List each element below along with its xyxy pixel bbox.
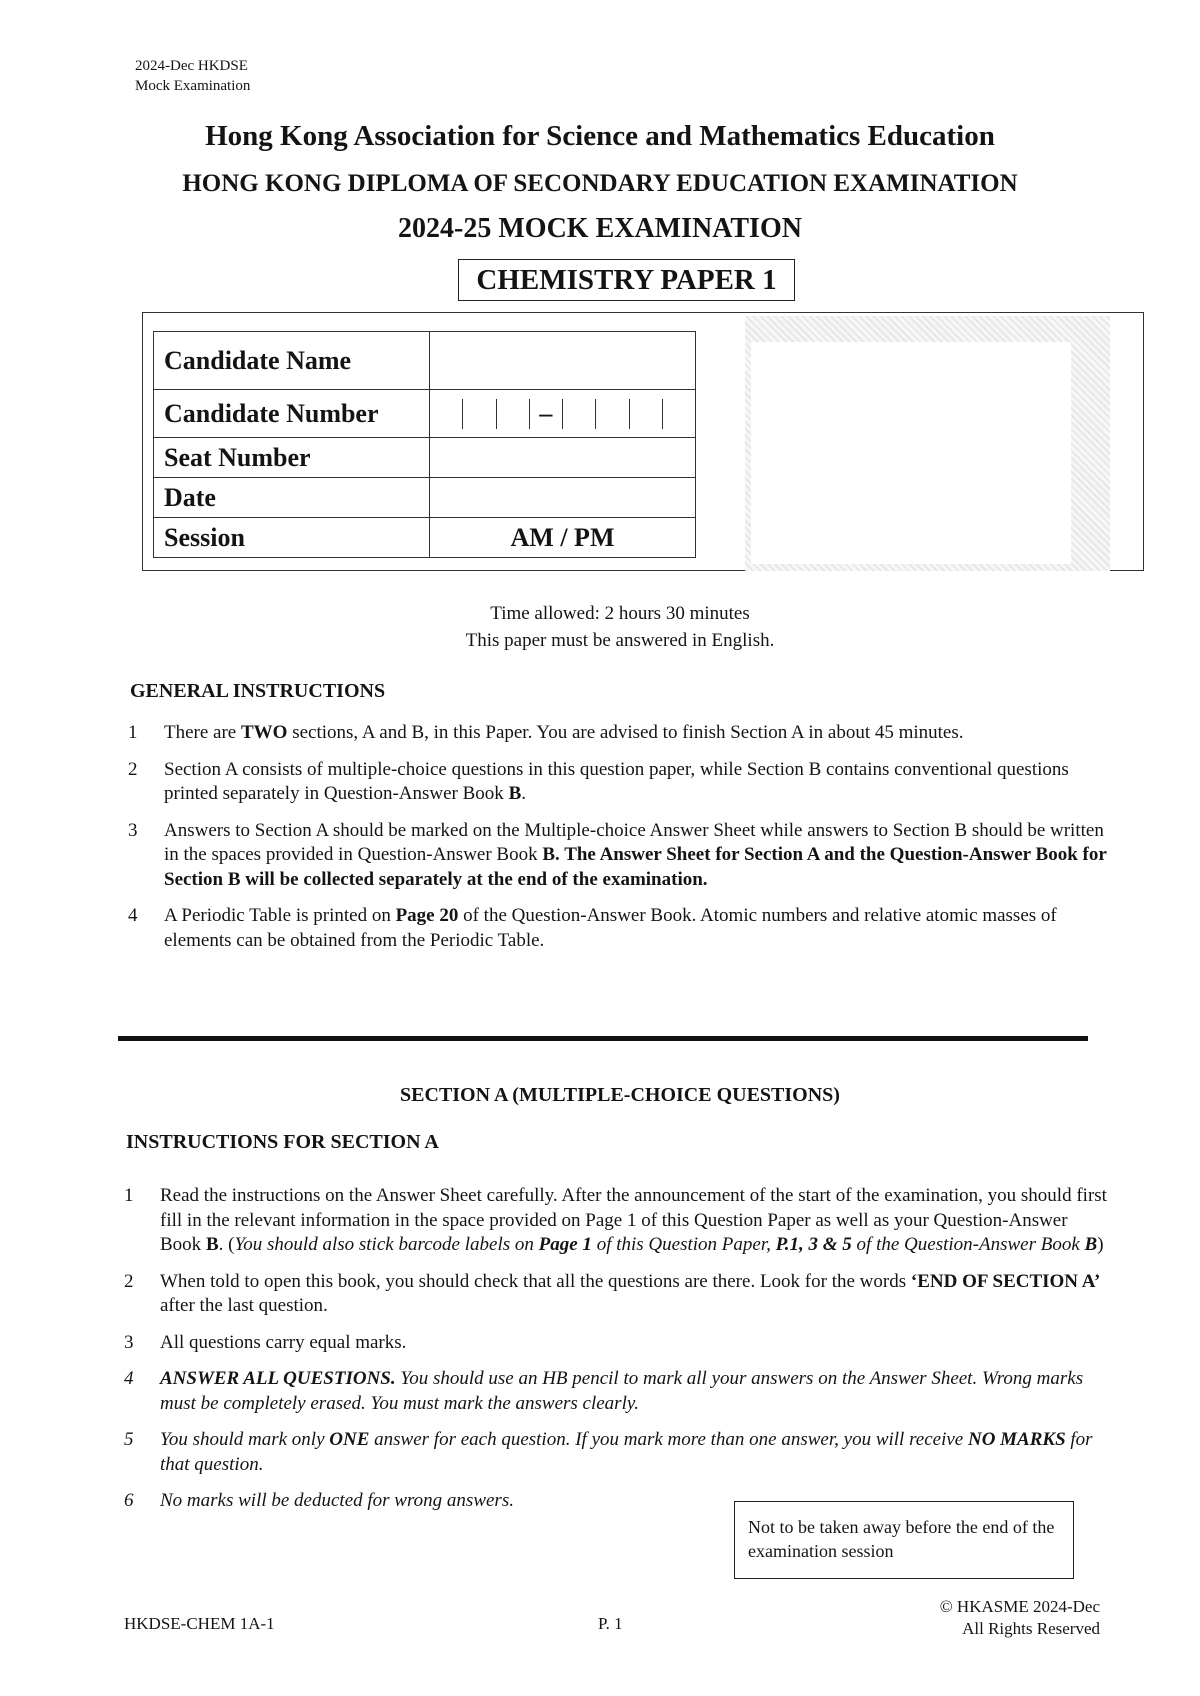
instruction-number: 4 <box>128 905 138 926</box>
date-label: Date <box>154 478 430 518</box>
candidate-info-table <box>153 331 696 558</box>
instruction-item <box>128 721 1108 746</box>
instruction-text: Section A consists of multiple-choice questions in this question paper, while Section B contains conventional questions printed separately in Question-Answer Book <box>164 758 1069 804</box>
exam-year: 2024-25 MOCK EXAMINATION <box>398 213 802 244</box>
instruction-text: . ( <box>218 1234 235 1255</box>
instruction-number: 3 <box>124 1331 134 1353</box>
rights: All Rights Reserved <box>962 1619 1100 1638</box>
instruction-item <box>124 1428 1108 1477</box>
instruction-text: Read the instructions on the Answer Sheet carefully. After the announcement of the start of the examination, you should first fill in the relevant information in the space provided on Page 1 of this Question Paper as well as your Question-Answer Book <box>160 1185 1107 1255</box>
candidate-name-label: Candidate Name <box>154 332 430 390</box>
date-field[interactable] <box>430 478 696 518</box>
instruction-text: of the Question-Answer Book. Atomic numbers and relative atomic masses of elements can be obtained from the Periodic Table. <box>164 905 1057 951</box>
header-line-1: 2024-Dec HKDSE <box>135 58 248 74</box>
instruction-text: No marks will be deducted for wrong answers. <box>160 1490 514 1511</box>
instruction-text: after the last question. <box>160 1295 328 1316</box>
instruction-text: Answers to Section A should be marked on the Multiple-choice Answer Sheet while answers to Section B should be written in the spaces provided in Question-Answer Book <box>164 819 1104 865</box>
seat-number-field[interactable] <box>430 438 696 478</box>
instruction-text: There are <box>164 722 241 743</box>
instruction-text: Page 20 <box>395 905 459 926</box>
section-divider <box>118 1036 1088 1041</box>
instruction-text: You should use an HB pencil to mark all your answers on the Answer Sheet. Wrong marks must be completely erased. You must mark the answers clearly. <box>160 1368 1084 1414</box>
instruction-text: answer for each question. If you mark more than one answer, you will receive <box>369 1429 968 1450</box>
section-a-instructions-heading: INSTRUCTIONS FOR SECTION A <box>126 1131 439 1153</box>
candidate-name-field[interactable] <box>430 332 696 390</box>
candidate-number-digit[interactable] <box>430 399 462 429</box>
instruction-text: B. The Answer Sheet for Section A and the Question-Answer Book for Section B will be collected separately at the end of the examination. <box>164 844 1107 890</box>
candidate-number-label: Candidate Number <box>154 390 430 438</box>
instruction-text: Page 1 <box>538 1234 592 1255</box>
seat-number-label: Seat Number <box>154 438 430 478</box>
candidate-number-separator: – <box>529 399 562 429</box>
instruction-text: of this Question Paper, <box>591 1234 776 1255</box>
instruction-item <box>124 1367 1108 1416</box>
instruction-item <box>128 758 1108 807</box>
instruction-number: 3 <box>128 819 138 841</box>
session-value[interactable]: AM / PM <box>430 518 696 558</box>
instruction-number: 6 <box>124 1490 134 1511</box>
instruction-text: P.1, 3 & 5 <box>775 1234 852 1255</box>
time-info <box>0 600 1200 654</box>
instruction-text: ) <box>1097 1234 1104 1255</box>
session-label: Session <box>154 518 430 558</box>
instruction-item <box>128 819 1108 893</box>
candidate-number-digit[interactable] <box>629 399 662 429</box>
page-number: P. 1 <box>598 1614 623 1633</box>
instruction-item <box>124 1184 1108 1258</box>
instruction-text: B <box>1084 1234 1098 1255</box>
section-a-instructions-list <box>124 1184 1108 1514</box>
instruction-text: ‘END OF SECTION A’ <box>910 1270 1101 1292</box>
instruction-item <box>124 1270 1108 1319</box>
section-a-title: SECTION A (MULTIPLE-CHOICE QUESTIONS) <box>400 1084 840 1106</box>
paper-code: HKDSE-CHEM 1A-1 <box>124 1614 275 1633</box>
language-note: This paper must be answered in English. <box>465 630 775 651</box>
instruction-text: sections, A and B, in this Paper. You are advised to finish Section A in about 45 minutes. <box>287 722 964 743</box>
instruction-number: 4 <box>124 1368 134 1389</box>
copyright-block <box>880 1596 1100 1640</box>
header-line-2: Mock Examination <box>135 78 251 94</box>
exam-header-corner <box>135 56 250 96</box>
organization-title: Hong Kong Association for Science and Mathematics Education <box>205 120 995 152</box>
instruction-text: You should mark only <box>160 1429 330 1450</box>
instruction-number: 2 <box>128 758 138 780</box>
instruction-text: B <box>205 1234 219 1255</box>
instruction-item <box>124 1331 1108 1356</box>
paper-title: CHEMISTRY PAPER 1 <box>458 259 795 301</box>
instruction-item <box>128 904 1108 953</box>
instruction-text: A Periodic Table is printed on <box>164 905 396 926</box>
time-allowed: Time allowed: 2 hours 30 minutes <box>490 603 750 624</box>
instruction-text: All questions carry equal marks. <box>160 1331 407 1353</box>
exam-title: HONG KONG DIPLOMA OF SECONDARY EDUCATION EXAMINATION <box>182 170 1018 197</box>
instruction-text: ANSWER ALL QUESTIONS. <box>160 1368 396 1389</box>
candidate-number-digit[interactable] <box>462 399 495 429</box>
candidate-number-field[interactable] <box>430 390 696 438</box>
instruction-text: of the Question-Answer Book <box>851 1234 1085 1255</box>
instruction-text: TWO <box>241 722 288 743</box>
instruction-text: ONE <box>329 1429 370 1450</box>
instruction-text: When told to open this book, you should check that all the questions are there. Look for the words <box>160 1270 911 1292</box>
instruction-number: 1 <box>124 1185 134 1206</box>
instruction-text: NO MARKS <box>967 1429 1066 1450</box>
instruction-number: 1 <box>128 722 138 743</box>
instruction-number: 2 <box>124 1270 134 1292</box>
take-away-notice: Not to be taken away before the end of the examination session <box>734 1501 1074 1579</box>
instruction-number: 5 <box>124 1429 134 1450</box>
instruction-text: You should also stick barcode labels on <box>234 1234 539 1255</box>
copyright: © HKASME 2024-Dec <box>939 1597 1100 1616</box>
instruction-item <box>124 1489 720 1514</box>
general-instructions-list <box>128 721 1108 953</box>
instruction-text: . <box>521 783 526 804</box>
candidate-number-digit[interactable] <box>496 399 529 429</box>
general-instructions-heading: GENERAL INSTRUCTIONS <box>130 680 386 702</box>
candidate-number-digit[interactable] <box>595 399 628 429</box>
candidate-number-digit[interactable] <box>662 399 695 429</box>
instruction-text: B <box>508 783 522 804</box>
candidate-number-digit[interactable] <box>562 399 595 429</box>
barcode-label-area <box>745 316 1110 571</box>
instruction-text: for that question. <box>160 1429 1093 1475</box>
